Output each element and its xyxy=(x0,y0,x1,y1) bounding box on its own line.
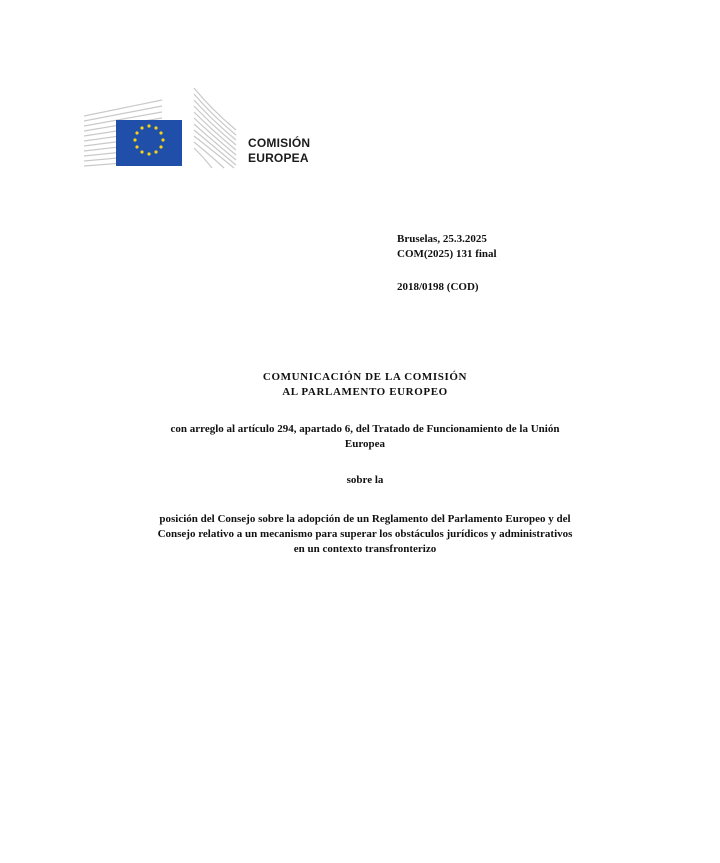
document-metadata xyxy=(397,232,497,295)
logo-text xyxy=(248,136,310,166)
document-title xyxy=(80,370,650,400)
title-line-1: COMUNICACIÓN DE LA COMISIÓN xyxy=(262,371,468,383)
place-date: Bruselas, 25.3.2025 xyxy=(397,233,487,245)
logo-text-line2: EUROPEA xyxy=(248,151,309,165)
title-line-2: AL PARLAMENTO EUROPEO xyxy=(282,386,448,398)
subject-line-3: en un contexto transfronterizo xyxy=(293,543,437,555)
european-commission-logo xyxy=(84,88,334,170)
sobre-label xyxy=(80,473,650,488)
building-flag-icon xyxy=(84,88,244,170)
logo-text-line1: COMISIÓN xyxy=(248,136,311,150)
subtitle-line-1: con arreglo al artículo 294, apartado 6, del Tratado de Funcionamiento de la Unión xyxy=(170,423,560,435)
subject-line-2: Consejo relativo a un mecanismo para superar los obstáculos jurídicos y administrativos xyxy=(157,528,573,540)
procedure-number: 2018/0198 (COD) xyxy=(397,281,479,293)
subtitle-line-2: Europea xyxy=(344,438,386,450)
document-subject xyxy=(80,512,650,557)
document-reference: COM(2025) 131 final xyxy=(397,248,497,260)
document-subtitle xyxy=(80,422,650,452)
sobre-text: sobre la xyxy=(346,474,384,486)
subject-line-1: posición del Consejo sobre la adopción de un Reglamento del Parlamento Europeo y del xyxy=(159,513,571,525)
